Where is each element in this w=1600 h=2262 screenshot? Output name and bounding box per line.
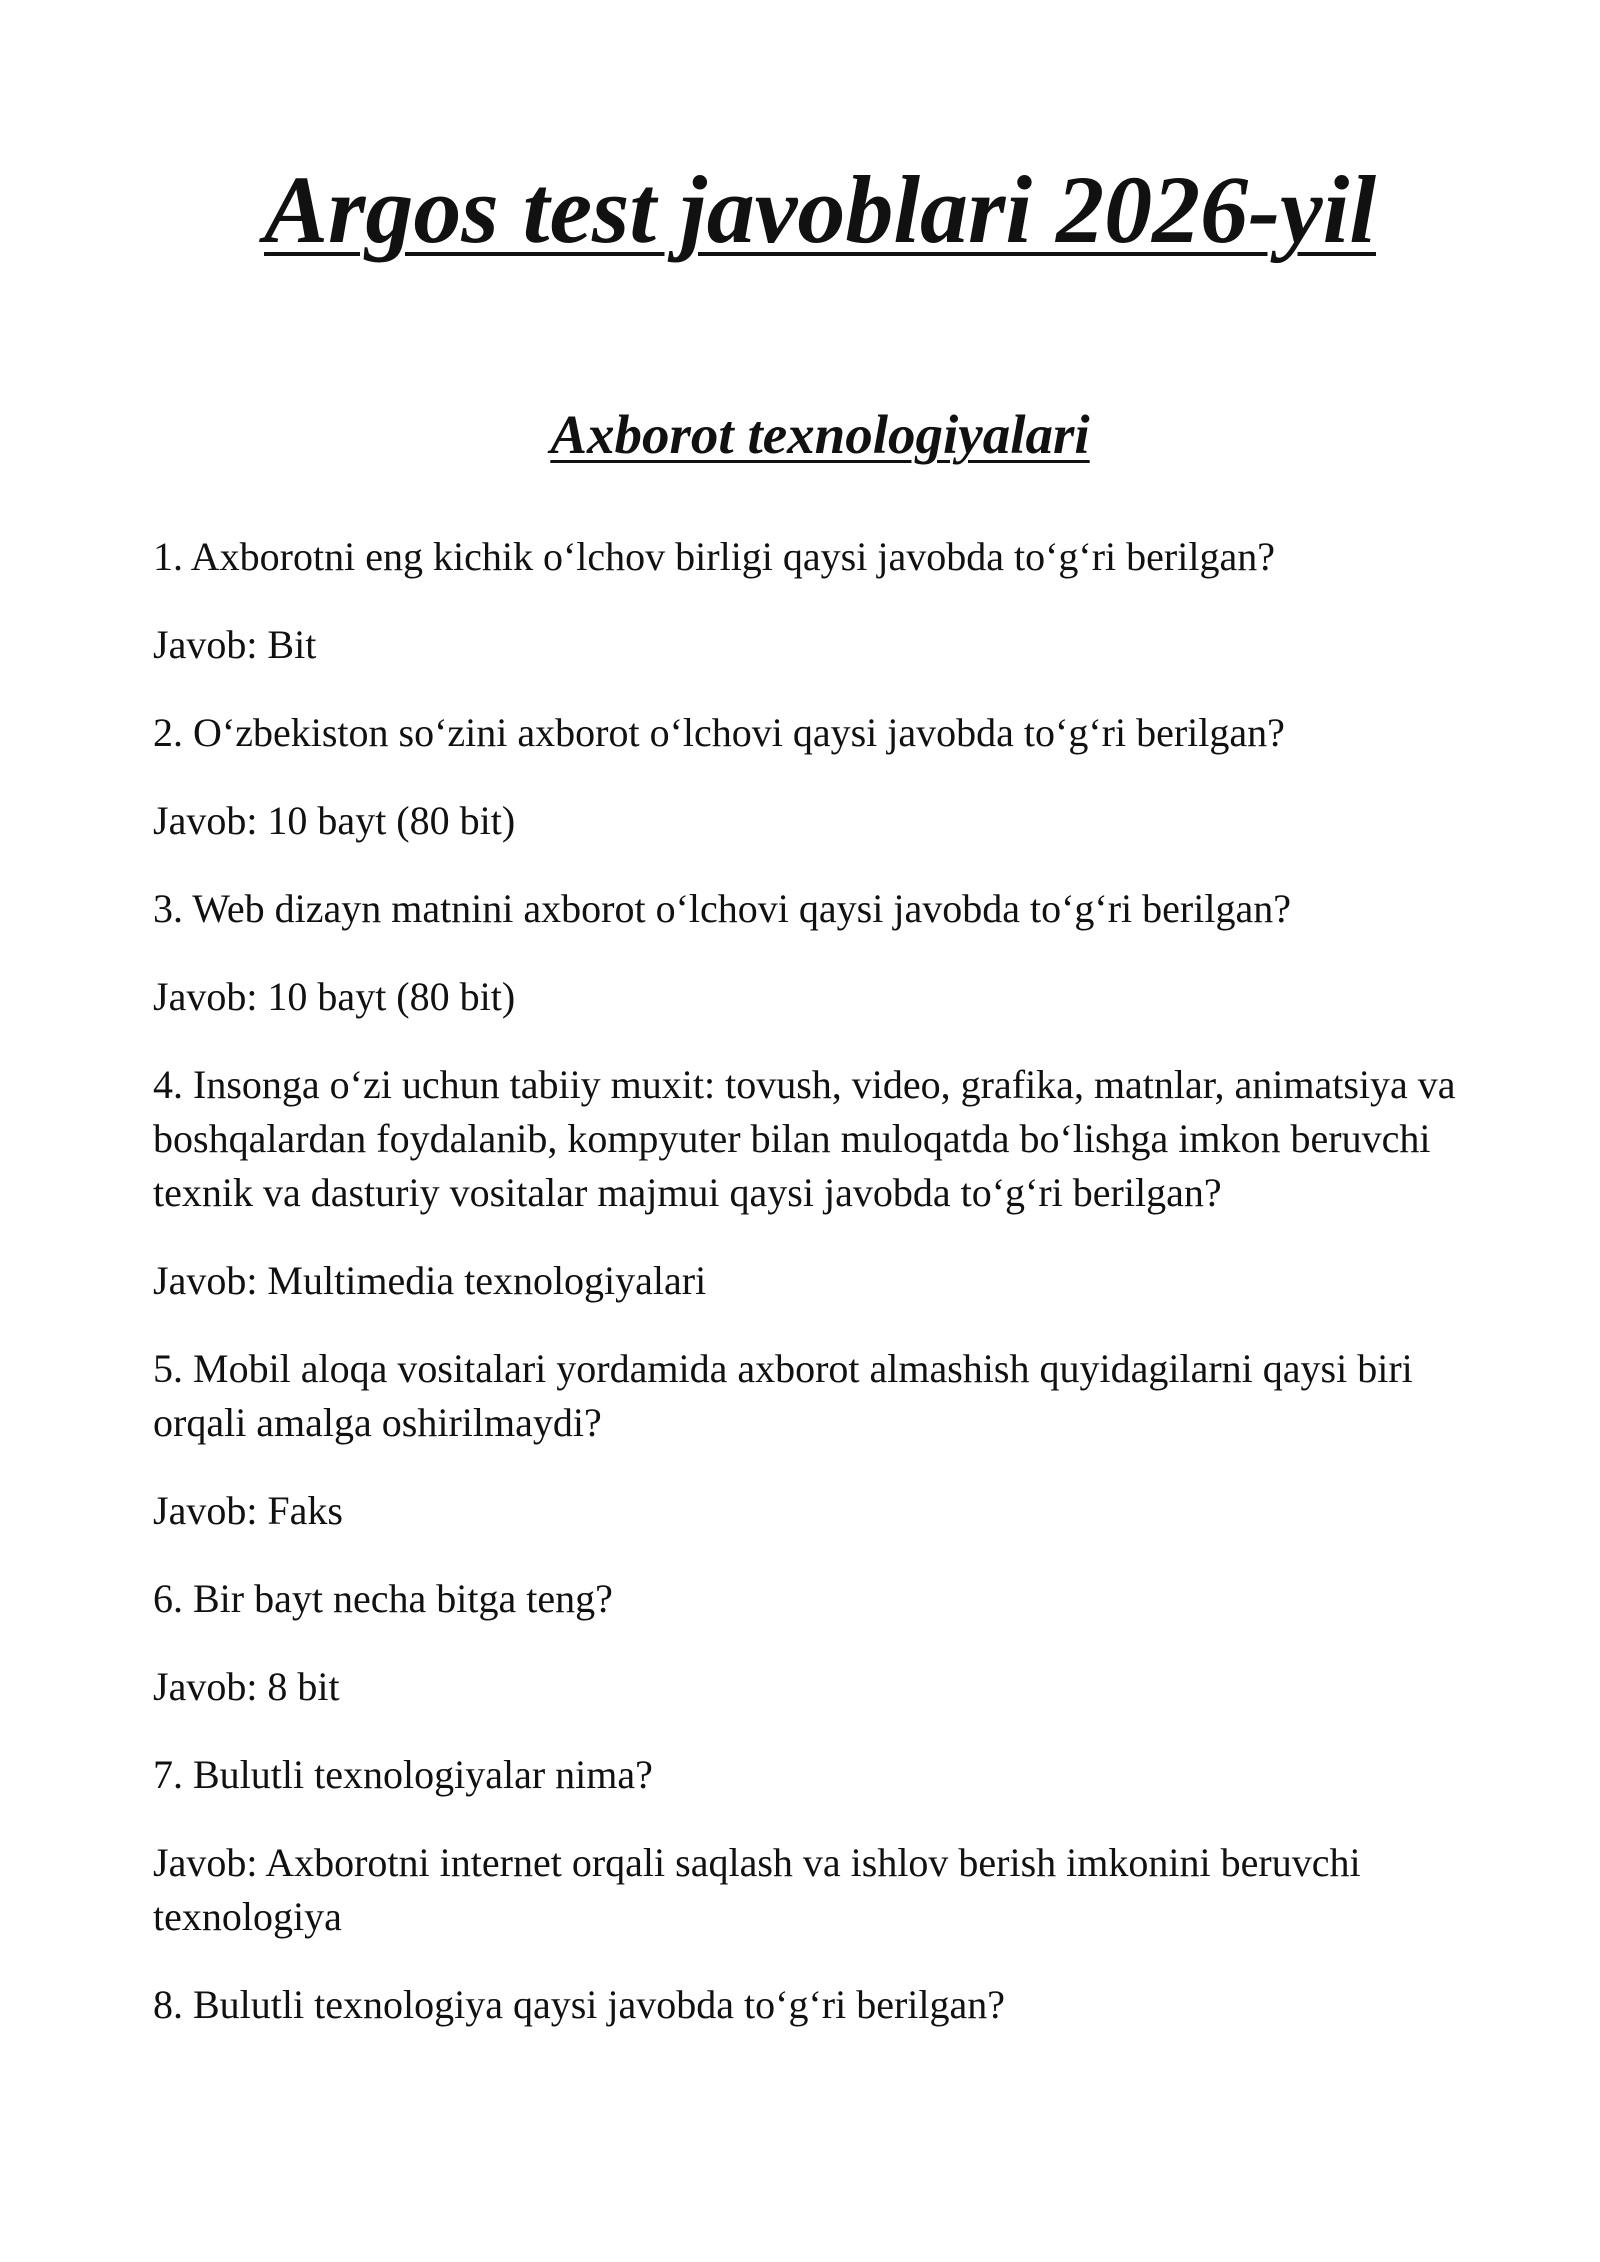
question-1: 1. Axborotni eng kichik o‘lchov birligi qaysi javobda to‘g‘ri berilgan?	[153, 534, 1275, 579]
question-7: 7. Bulutli texnologiyalar nima?	[153, 1752, 653, 1797]
question-3: 3. Web dizayn matnini axborot o‘lchovi qaysi javobda to‘g‘ri berilgan?	[153, 886, 1291, 931]
document-title: Argos test javoblari 2026-yil	[264, 156, 1376, 263]
answer-2: Javob: 10 bayt (80 bit)	[153, 798, 516, 843]
answer-4: Javob: Multimedia texnologiyalari	[153, 1258, 707, 1303]
question-6: 6. Bir bayt necha bitga teng?	[153, 1576, 613, 1621]
answer-6: Javob: 8 bit	[153, 1664, 340, 1709]
answer-3: Javob: 10 bayt (80 bit)	[153, 974, 516, 1019]
question-2: 2. O‘zbekiston so‘zini axborot o‘lchovi qaysi javobda to‘g‘ri berilgan?	[153, 710, 1285, 755]
question-answer-list	[153, 530, 1483, 2066]
answer-1: Javob: Bit	[153, 622, 317, 667]
question-8: 8. Bulutli texnologiya qaysi javobda to‘g‘ri berilgan?	[153, 1982, 1006, 2027]
answer-7: Javob: Axborotni internet orqali saqlash va ishlov berish imkonini beruvchi texnologiya	[153, 1840, 1361, 1939]
section-heading: Axborot texnologiyalari	[550, 404, 1090, 465]
answer-5: Javob: Faks	[153, 1488, 343, 1533]
question-4: 4. Insonga o‘zi uchun tabiiy muxit: tovush, video, grafika, matnlar, animatsiya va boshqalardan foydalanib, kompyuter bilan muloqatda bo‘lishga imkon beruvchi texnik va dasturiy vositalar majmui qaysi javobda to‘g‘ri berilgan?	[153, 1062, 1456, 1215]
question-5: 5. Mobil aloqa vositalari yordamida axborot almashish quyidagilarni qaysi biri orqali amalga oshirilmaydi?	[153, 1346, 1413, 1445]
